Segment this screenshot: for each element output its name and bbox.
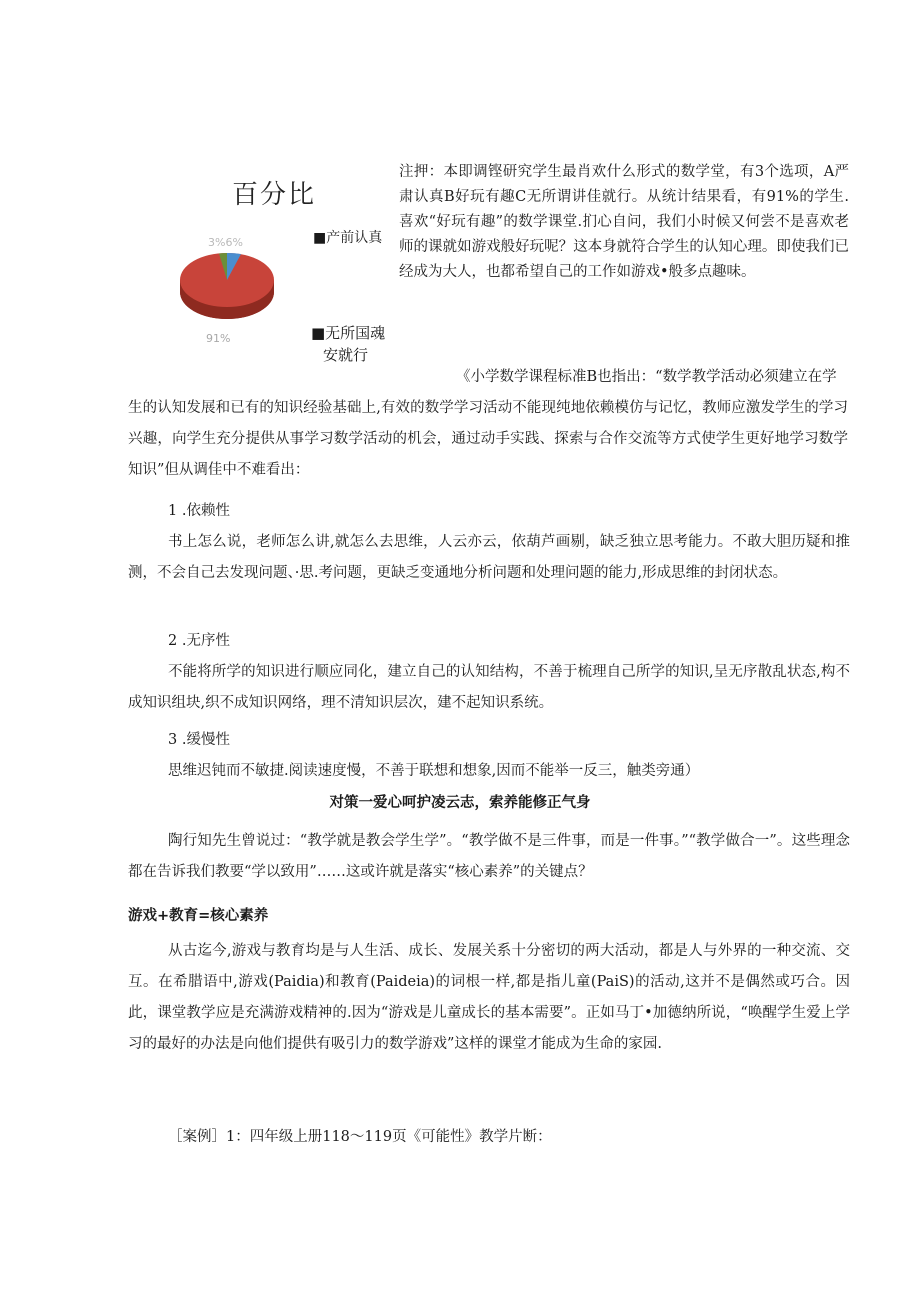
strategy-heading: 对策一爱心呵护凌云志，索养能修正气身 bbox=[329, 795, 591, 811]
standard-first-line: 《小学数学课程标准B也指出：“数学教学活动必须建立在学 bbox=[456, 369, 837, 385]
standard-rest: 生的认知发展和已有的知识经验基础上,有效的数学学习活动不能现纯地依赖模仿与记忆，教师应激发学生的学习兴趣，向学生充分提供从事学习数学活动的机会，通过动手实践、探索与合作交流等方式使学生更好地学习数学知识”但从调佳中不难看出： bbox=[128, 400, 848, 478]
paragraph-tao-xingzhi: 陶行知先生曾说过：“教学就是教会学生学”。“教学做不是三件事，而是一件事。”“教学做合一”。这些理念都在告诉我们教要“学以致用”……这或许就是落实“核心素养”的关键点？ bbox=[128, 833, 850, 880]
chart-title: 百分比 bbox=[232, 180, 317, 210]
paragraph-slowness: 思维迟钝而不敏捷.阅读速度慢，不善于联想和想象,因而不能举一反三，触类旁通） bbox=[168, 763, 700, 779]
pie-chart bbox=[170, 228, 280, 348]
paragraph-dependency: 书上怎么说，老师怎么讲,就怎么去思维，人云亦云，依葫芦画剔，缺乏独立思考能力。不敢大胆历疑和推测，不会自己去发现问题、·思.考问题，更缺乏变通地分析问题和处理问题的能力,形成思维的封闭状态。 bbox=[128, 534, 850, 581]
case-line: ［案例］1：四年级上册118〜119页《可能性》教学片断： bbox=[168, 1129, 552, 1145]
survey-note: 注押：本即调铿研究学生最肖欢什么形式的数学堂，有3个选项，A严肃认真B好玩有趣C无所谓讲佳就行。从统计结果看，有91%的学生.喜欢“好玩有趣”的数学课堂.扪心自问，我们小时候又何尝不是喜欢老师的课就如游戏般好玩呢？这本身就符合学生的认知心理。即使我们已经成为大人，也都希望自己的工作如游戏•般多点趣味。 bbox=[399, 164, 849, 280]
pie-label-top: 3%6% bbox=[208, 236, 243, 249]
paragraph-disorder: 不能将所学的知识进行顺应同化，建立自己的认知结构，不善于梳理自己所学的知识,呈无序散乱状态,构不成知识组块,织不成知识网络，理不清知识层次，建不起知识系统。 bbox=[128, 664, 850, 711]
legend-item-2 bbox=[311, 322, 385, 366]
paragraph-game-education: 从古迄今,游戏与教育均是与人生活、成长、发展关系十分密切的两大活动，都是人与外界的一种交流、交互。在希腊语中,游戏(Paidia)和教育(Paideia)的词根一样,都是指儿童(PaiS)的活动,这并不是偶然或巧合。因此，课堂教学应是充满游戏精神的.因为“游戏是儿童成长的基本需要”。正如马丁•加德纳所说，“唤醒学生爱上学习的最好的办法是向他们提供有吸引力的数学游戏”这样的课堂才能成为生命的家园. bbox=[128, 943, 850, 1052]
legend-item-2-line1: ■无所国魂 bbox=[311, 324, 386, 342]
pie-label-91: 91% bbox=[206, 332, 231, 345]
game-education-heading: 游戏+教育=核心素养 bbox=[128, 908, 269, 924]
legend-item-1: ■产前认真 bbox=[313, 230, 383, 246]
heading-slowness: 3 .缓慢性 bbox=[168, 732, 230, 748]
legend-item-2-line2: 安就行 bbox=[323, 346, 369, 364]
curriculum-standard-paragraph bbox=[128, 362, 848, 486]
heading-disorder: 2 .无序性 bbox=[168, 633, 230, 649]
heading-dependency: 1 .依赖性 bbox=[168, 503, 230, 519]
